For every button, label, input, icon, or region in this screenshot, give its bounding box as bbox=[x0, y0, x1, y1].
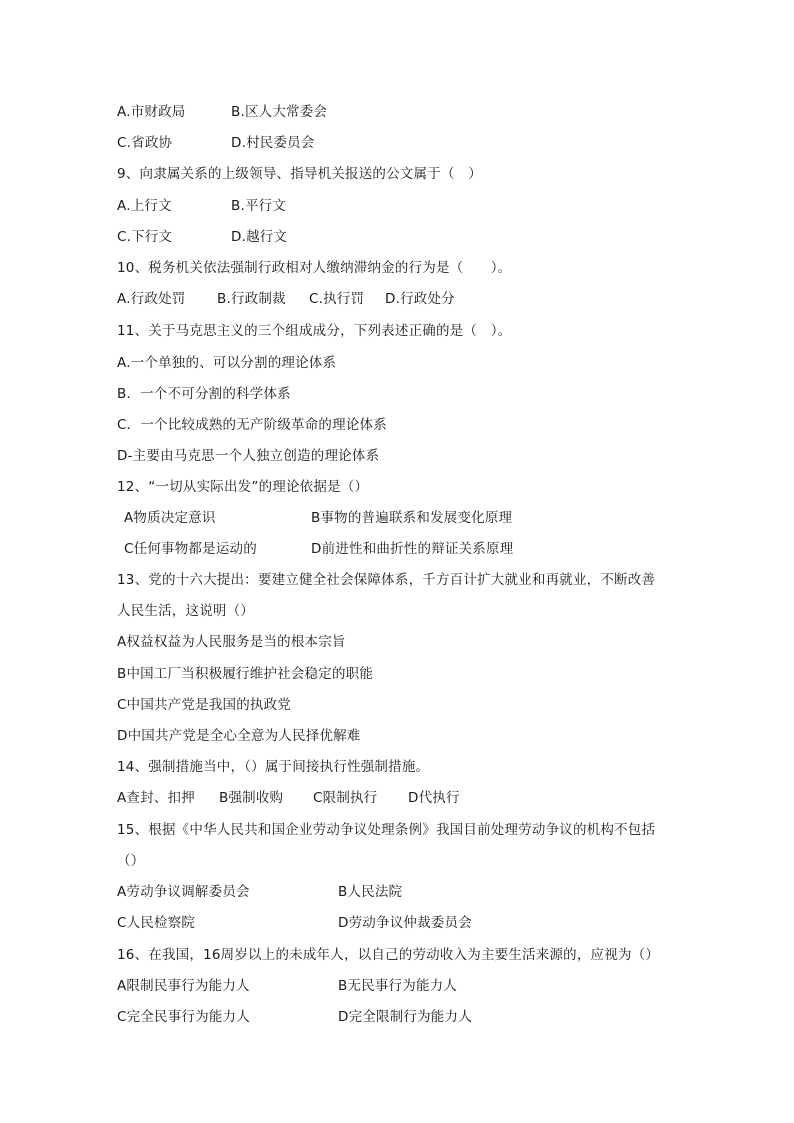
q11-option-a: A.一个单独的、可以分割的理论体系 bbox=[117, 355, 337, 371]
q15-stem-line-2: （） bbox=[117, 853, 145, 869]
q15-option-a: A劳动争议调解委员会 bbox=[117, 884, 250, 900]
q9-option-b: B.平行文 bbox=[231, 198, 287, 214]
q8-option-b: B.区人大常委会 bbox=[231, 104, 328, 120]
q8-option-d: D.村民委员会 bbox=[231, 135, 315, 151]
q8-option-c: C.省政协 bbox=[117, 135, 173, 151]
q16-option-a: A限制民事行为能力人 bbox=[117, 978, 250, 994]
q12-option-b: B事物的普遍联系和发展变化原理 bbox=[311, 510, 513, 526]
q13-stem-line-2: 人民生活，这说明（） bbox=[117, 603, 254, 619]
q12-option-d: D前进性和曲折性的辩证关系原理 bbox=[311, 541, 514, 557]
q14-option-a: A查封、扣押 bbox=[117, 790, 195, 806]
q12-option-c: C任何事物都是运动的 bbox=[124, 541, 257, 557]
q9-option-d: D.越行文 bbox=[231, 229, 288, 245]
q9-option-a: A.上行文 bbox=[117, 198, 172, 214]
q14-option-b: B强制收购 bbox=[219, 790, 284, 806]
q9-option-c: C.下行文 bbox=[117, 229, 173, 245]
q10-option-b: B.行政制裁 bbox=[217, 291, 286, 307]
q10-stem: 10、税务机关依法强制行政相对人缴纳滞纳金的行为是（ ）。 bbox=[117, 260, 512, 276]
q13-option-a: A权益权益为人民服务是当的根本宗旨 bbox=[117, 634, 346, 650]
q11-stem: 11、关于马克思主义的三个组成成分，下列表述正确的是（ ）。 bbox=[117, 323, 512, 339]
q15-option-c: C人民检察院 bbox=[117, 915, 196, 931]
q10-option-a: A.行政处罚 bbox=[117, 291, 186, 307]
q14-stem: 14、强制措施当中，（）属于间接执行性强制措施。 bbox=[117, 759, 430, 775]
q14-option-c: C限制执行 bbox=[313, 790, 378, 806]
q15-option-b: B人民法院 bbox=[338, 884, 403, 900]
q8-option-a: A.市财政局 bbox=[117, 104, 186, 120]
q13-option-d: D中国共产党是全心全意为人民择优解难 bbox=[117, 728, 361, 744]
q16-option-c: C完全民事行为能力人 bbox=[117, 1009, 250, 1025]
q11-option-d: D-主要由马克思一个人独立创造的理论体系 bbox=[117, 448, 380, 464]
q10-option-d: D.行政处分 bbox=[385, 291, 455, 307]
q16-option-b: B无民事行为能力人 bbox=[338, 978, 458, 994]
q13-stem-line-1: 13、党的十六大提出：要建立健全社会保障体系，千方百计扩大就业和再就业，不断改善 bbox=[117, 572, 656, 588]
q13-option-c: C中国共产党是我国的执政党 bbox=[117, 697, 292, 713]
q10-option-c: C.执行罚 bbox=[309, 291, 365, 307]
q13-option-b: B中国工厂当积极履行维护社会稳定的职能 bbox=[117, 666, 374, 682]
q11-option-c: C．一个比较成熟的无产阶级革命的理论体系 bbox=[117, 417, 387, 433]
q16-option-d: D完全限制行为能力人 bbox=[338, 1009, 472, 1025]
q16-stem: 16、在我国，16周岁以上的未成年人，以自己的劳动收入为主要生活来源的，应视为（） bbox=[117, 947, 660, 963]
q11-option-b: B．一个不可分割的科学体系 bbox=[117, 386, 291, 402]
q12-stem: 12、“一切从实际出发”的理论依据是（） bbox=[117, 479, 369, 495]
q9-stem: 9、向隶属关系的上级领导、指导机关报送的公文属于（ ） bbox=[117, 166, 482, 182]
q12-option-a: A物质决定意识 bbox=[124, 510, 216, 526]
q15-stem-line-1: 15、根据《中华人民共和国企业劳动争议处理条例》我国目前处理劳动争议的机构不包括 bbox=[117, 822, 656, 838]
q14-option-d: D代执行 bbox=[408, 790, 460, 806]
q15-option-d: D劳动争议仲裁委员会 bbox=[338, 915, 472, 931]
